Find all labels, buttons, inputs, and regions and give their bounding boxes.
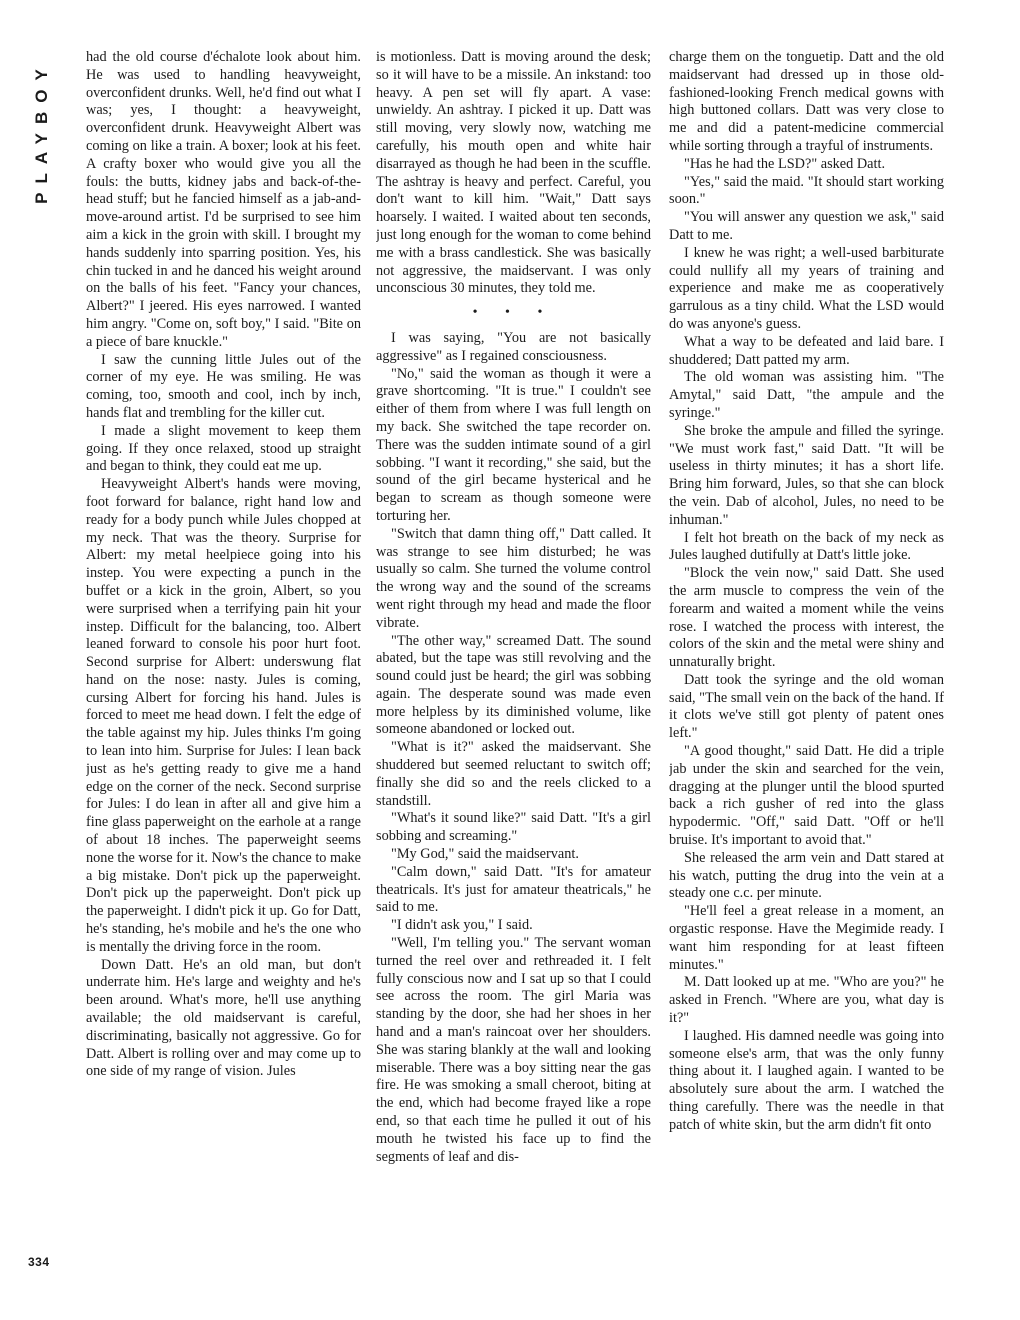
text-column-3 (669, 49, 944, 1274)
paragraph: "A good thought," said Datt. He did a triple jab under the skin and searched for the vein, dragging at the plunger until the blood spurted back a rich gusher of red into the glass hypodermic. "Off," said Datt. "Off or he'll bruise. It's important to avoid that." (669, 743, 944, 849)
page-number: 334 (28, 1255, 50, 1269)
section-separator: • • • (472, 305, 555, 321)
paragraph: "You will answer any question we ask," said Datt to me. (669, 209, 944, 243)
running-head (22, 42, 62, 222)
paragraph: "No," said the woman as though it were a grave shortcoming. "It is true." I couldn't see either of them from where I was full length on my back. She switched the tape recorder on. There was the sudden intimate sound of a girl sobbing. "I want it recording," she said, but the sound of the girl became hysterical and he began to scream as though someone were torturing her. (376, 365, 651, 524)
paragraph: "Yes," said the maid. "It should start working soon." (669, 173, 944, 208)
paragraph: Heavyweight Albert's hands were moving, foot forward for balance, right hand low and ready for a body punch while Jules chopped at my neck. That was the theory. Surprise for Albert: my metal heelpiece going into his instep. You were expecting a punch in the buffet or a kick in the groin, Albert, so you were surprised when a terrifying pain hit your instep. Difficult for the balancing, too. Albert leaned forward to console his poor hurt foot. Second surprise for Albert: underswung flat hand on the nose: nasty. Jules is coming, cursing Albert for forcing his hand. Jules is forced to meet me head down. I felt the edge of the table against my hip. Jules thinks I'm going to lean into him. Surprise for Jules: I lean back just as he's getting ready to give me a hand edge on the corner of the neck. Second surprise for Jules: I do lean in after all and give him a fine glass paperweight on the earhole at a range of about 18 inches. The paperweight seems none the worse for it. Now's the chance to make a big mistake. Don't pick up the paperweight. Don't pick up the paperweight. Don't pick up the paperweight. I didn't pick it up. Go for Datt, he's standing, he's mobile and he's the one who is mentally the driving force in the room. (86, 476, 361, 955)
paragraph: I knew he was right; a well-used barbiturate could nullify all my years of training and experience and make me as cooperatively garrulous as a tiny child. What the LSD would do was anyone's guess. (669, 244, 944, 332)
paragraph: "What is it?" asked the maidservant. She shuddered but seemed reluctant to switch off; finally she did so and the reels clicked to a standstill. (376, 739, 651, 809)
paragraph: She released the arm vein and Datt stared at his watch, putting the drug into the vein at a steady one c.c. per minute. (669, 849, 944, 902)
paragraph: She broke the ampule and filled the syringe. "We must work fast," said Datt. "It will be useless in thirty minutes; it has a short life. Bring him forward, Jules, so that she can block the vein. Dab of alcohol, Jules, no need to be inhuman." (669, 422, 944, 528)
paragraph: Datt took the syringe and the old woman said, "The small vein on the back of the hand. If it clots we've still got plenty of patent ones left." (669, 671, 944, 742)
paragraph: The old woman was assisting him. "The Amytal," said Datt, "the ampule and the syringe." (669, 369, 944, 421)
paragraph: "My God," said the maidservant. (391, 846, 579, 863)
paragraph: "What's it sound like?" said Datt. "It's a girl sobbing and screaming." (376, 810, 651, 845)
paragraph: Down Datt. He's an old man, but don't underrate him. He's large and weighty and he's been around. What's more, he'll use anything available; the old maidservant is careful, discriminating, basically not aggressive. Go for Datt. Albert is rolling over and may come up to one side of my range of vision. Jules (86, 956, 361, 1080)
paragraph: "Well, I'm telling you." The servant woman turned the reel over and rethreaded it. I felt fully conscious now and I sat up so that I could see across the room. The girl Maria was standing by the door, she had her shoes in her hand and a man's raincoat over her shoulders. She was staring blankly at the wall and looking miserable. There was a boy sitting near the gas fire. He was smoking a small cheroot, biting at the end, which had become frayed like a rope end, so that each time he pulled it out of his mouth he twisted his face up to find the segments of leaf and dis- (376, 935, 651, 1165)
paragraph: I made a slight movement to keep them going. If they once relaxed, stood up straight and began to think, they could eat me up. (86, 422, 361, 475)
text-column-2 (376, 49, 651, 1274)
paragraph: I laughed. His damned needle was going into someone else's arm, that was the only funny thing about it. I laughed again. I wanted to be absolutely sure about the arm. I watched the thing carefully. There was the needle in that patch of white skin, but the arm didn't fit onto (669, 1027, 944, 1133)
paragraph: M. Datt looked up at me. "Who are you?" he asked in French. "Where are you, what day is it?" (669, 974, 944, 1027)
magazine-name: PLAYBOY (32, 60, 51, 204)
paragraph: "Block the vein now," said Datt. She used the arm muscle to compress the vein of the forearm and waited a moment while the veins rose. I watched the process with interest, the colors of the skin and the metal were shiny and unnaturally bright. (669, 565, 944, 671)
paragraph: "Calm down," said Datt. "It's for amateur theatricals. It's just for amateur theatricals," he said to me. (376, 863, 651, 916)
paragraph: What a way to be defeated and laid bare. I shuddered; Datt patted my arm. (669, 333, 944, 368)
paragraph: "Has he had the LSD?" asked Datt. (684, 155, 886, 172)
paragraph: had the old course d'échalote look about him. He was used to handling heavyweight, overconfident drunks. Well, he'd find out what I was; yes, I thought: a heavyweight, overconfident drunk. Heavyweight Albert was coming on like a train. A boxer; look at his feet. A crafty boxer who would give you all the fouls: the butts, kidney jabs and back-of-the-head stuff; but he fancied himself as a jab-and-move-around artist. I'd be surprised to see him aim a kick in the groin with skill. I brought my hands suddenly into sparring position. Yes, his chin tucked in and he danced his weight around on the balls of his feet. "Fancy your chances, Albert?" I jeered. His eyes narrowed. I wanted him angry. "Come on, soft boy," I said. "Bite on a piece of bare knuckle." (86, 49, 361, 350)
text-column-1 (86, 49, 361, 1274)
paragraph: "He'll feel a great release in a moment, an orgastic response. Have the Megimide ready. I want him responding for at least fifteen minutes." (669, 903, 944, 973)
paragraph: charge them on the tonguetip. Datt and the old maidservant had dressed up in those old-fashioned-looking French medical gowns with high buttoned collars. Datt was very close to me and did a patent-medicine commercial while sorting through a trayful of instruments. (669, 49, 944, 154)
paragraph: "Switch that damn thing off," Datt called. It was strange to see him disturbed; he was usually so calm. She turned the volume control the wrong way and the sound of the screams went right through my head and made the floor vibrate. (376, 525, 651, 631)
paragraph: "I didn't ask you," I said. (391, 917, 533, 934)
paragraph: "The other way," screamed Datt. The sound abated, but the tape was still revolving and the sound could just be heard; the girl was sobbing again. The desperate sound was made even more helpless by its diminished volume, like someone abandoned or locked out. (376, 632, 651, 738)
paragraph: I was saying, "You are not basically aggressive" as I regained consciousness. (376, 329, 651, 364)
paragraph: is motionless. Datt is moving around the desk; so it will have to be a missile. An inkstand: too heavy. A pen set will fly apart. A vase: unwieldy. An ashtray. I picked it up. Datt was still moving, very slowly now, watching me carefully, his mouth open and white hair disarrayed as though he had been in the scuffle. The ashtray is heavy and perfect. Careful, you don't want to kill him. "Wait," Datt says hoarsely. I waited. I waited about ten seconds, just long enough for the woman to come behind me with a brass candlestick. She was basically not aggressive, the maidservant. I was only unconscious 30 minutes, they told me. (376, 49, 651, 297)
paragraph: I felt hot breath on the back of my neck as Jules laughed dutifully at Datt's little joke. (669, 529, 944, 564)
paragraph: I saw the cunning little Jules out of the corner of my eye. He was smiling. He was coming, too, smooth and cool, inch by inch, hands flat and trembling for the killer cut. (86, 351, 361, 421)
